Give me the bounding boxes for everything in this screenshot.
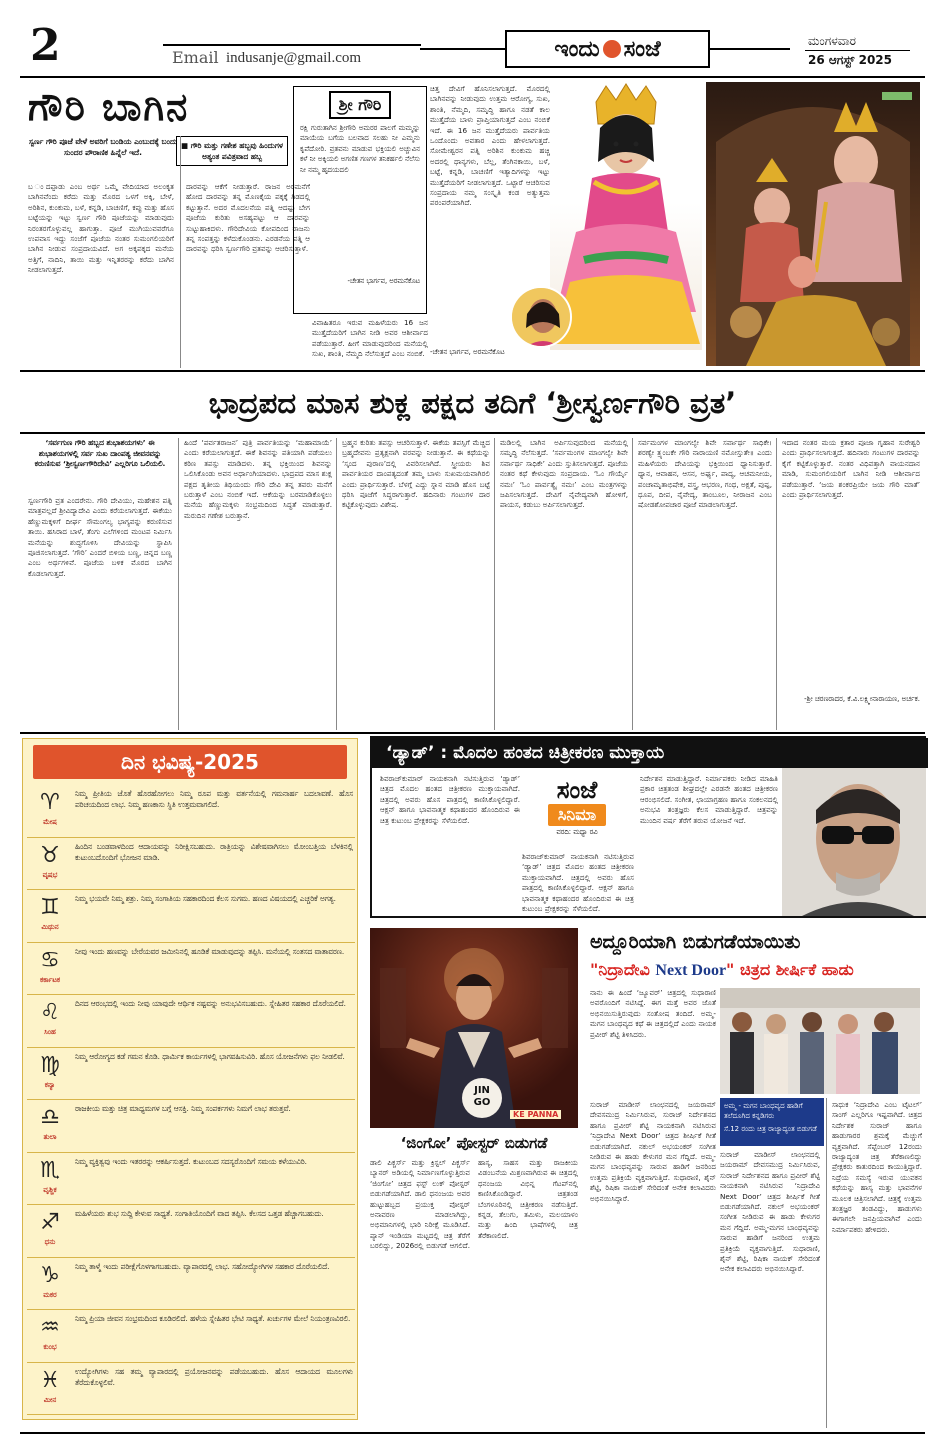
horoscope-row — [27, 1258, 355, 1311]
horoscope-text: ನಿಮ್ಮ ಭಯವೇ ನಿಮ್ಮ ಶತ್ರು. ನಿಮ್ಮ ಸಂಗಾತಿಯ ಸಹಕಾರದಿಂದ ಕೆಲಸ ಸುಗಮ. ಹಣದ ವಿಷಯದಲ್ಲಿ ಎಚ್ಚರಿಕೆ ಅಗತ್ಯ. — [75, 894, 336, 903]
cinema-col1-text: ಶಿವರಾಜ್‌ಕುಮಾರ್ ನಾಯಕನಾಗಿ ನಟಿಸುತ್ತಿರುವ ‘ಡ್ಯಾಡ್’ ಚಿತ್ರದ ಮೊದಲ ಹಂತದ ಚಿತ್ರೀಕರಣ ಮುಕ್ತಾಯವಾಗಿದೆ. ಚಿತ್ರದಲ್ಲಿ ಅವರು ಹೊಸ ಪಾತ್ರದಲ್ಲಿ ಕಾಣಿಸಿಕೊಳ್ಳಲಿದ್ದಾರೆ. ಆಕ್ಷನ್ ಹಾಗೂ ಭಾವನಾತ್ಮಕ ಕಥಾಹಂದರ ಹೊಂದಿರುವ ಈ ಚಿತ್ರ ಕುಟುಂಬ ಪ್ರೇಕ್ಷಕರನ್ನು ಸೆಳೆಯಲಿದೆ. — [380, 774, 520, 825]
zodiac-glyph-icon: ♒ — [40, 1315, 60, 1340]
zodiac-glyph-icon: ♌ — [40, 1000, 60, 1025]
zodiac-sign-name: ವೃಶ್ಚಿಕ — [43, 1185, 57, 1194]
vrata-col3 — [342, 438, 490, 726]
cinema-byline: ವರದಿ: ಮಧ್ಯಾ ರವಿ — [556, 828, 598, 836]
zodiac-glyph-icon: ♐ — [40, 1210, 60, 1235]
zodiac-sign-name: ಧನು — [44, 1238, 56, 1246]
horoscope-text: ನಿಮ್ಮ ಪ್ರಿಯಾ ಜೀವನ ಸಂಭ್ರಮದಿಂದ ಕೂಡಿರಲಿದೆ. ಹಳೆಯ ಸ್ನೇಹಿತರ ಭೇಟಿ ಸಾಧ್ಯತೆ. ಖರ್ಚುಗಳ ಮೇಲೆ ನಿಯಂತ್ರಣವಿರಲಿ. — [75, 1314, 351, 1323]
horoscope-text: ನಿಮ್ಮ ಆರೋಗ್ಯದ ಕಡೆ ಗಮನ ಕೊಡಿ. ಧಾರ್ಮಿಕ ಕಾರ್ಯಗಳಲ್ಲಿ ಭಾಗವಹಿಸುವಿರಿ. ಹೊಸ ಯೋಜನೆಗಳು ಫಲ ನೀಡಲಿವೆ. — [75, 1051, 345, 1061]
cinema-col1b — [522, 852, 634, 914]
zodiac-sign-icon — [29, 841, 71, 887]
vrata-col4-text: ಮಡಿಲಲ್ಲಿ ಬಾಗಿನ ಅರ್ಪಿಸುವುದರಿಂದ ಮನೆಯಲ್ಲಿ ಸಮೃದ್ಧಿ ನೆಲೆಸುತ್ತದೆ. ‘ಸರ್ವಮಂಗಳ ಮಾಂಗಲ್ಯೇ ಶಿವೇ ಸರ್ವಾರ್ಥ ಸಾಧಿಕೇ’ ಎಂದು ಸ್ತುತಿಸಲಾಗುತ್ತದೆ. ಪೂಜೆಯ ನಂತರ ಕಥೆ ಕೇಳುವುದು ಸಂಪ್ರದಾಯ. ‘ಓಂ ಗೌರ್ಯೈ ನಮಃ’ ‘ಓಂ ಪಾರ್ವತ್ಯೈ ನಮಃ’ ಎಂಬ ಮಂತ್ರಗಳನ್ನು ಜಪಿಸಲಾಗುತ್ತದೆ. ದೇವಿಗೆ ನೈವೇದ್ಯವಾಗಿ ಹೋಳಿಗೆ, ಪಾಯಸ, ಕಡುಬು ಅರ್ಪಿಸಲಾಗುತ್ತದೆ. — [500, 438, 628, 510]
zodiac-glyph-icon: ♍ — [40, 1052, 60, 1078]
horoscope-text: ಮಹಿಳೆಯರು ಶುಭ ಸುದ್ದಿ ಕೇಳುವ ಸಾಧ್ಯತೆ. ಸಂಗಾತಿಯೊಂದಿಗೆ ವಾದ ತಪ್ಪಿಸಿ. ಕೆಲಸದ ಒತ್ತಡ ಹೆಚ್ಚಾಗಬಹುದು. — [75, 1209, 324, 1218]
song-headline — [590, 958, 922, 983]
zodiac-sign-name: ಕುಂಭ — [43, 1343, 57, 1351]
vrata-col6-credit: -ಶ್ರೀ ಚರಣರಾದರ, ಕೆ.ವಿ.ಲಕ್ಷ್ಮೀನಾರಾಯಣ, ಅರ್ಚಕ. — [804, 695, 920, 703]
top-story-body-3 — [312, 318, 428, 368]
vrata-col1-text: ಸ್ವರ್ಣಗೌರಿ ವ್ರತ ಎಂದರೇನು. ಗೌರಿ ದೇವಿಯು, ಮಹೇಶನ ಪತ್ನಿ ಮಾತ್ರವಲ್ಲದೆ ಶ್ರೀವಿದ್ಯಾದೇವಿ ಎಂದು ಕರೆಯಲಾಗುತ್ತದೆ. ಈಕೆಯು ಹೆಣ್ಣುಮಕ್ಕಳಿಗೆ ದೀರ್ಘ ಸೌಮಂಗಲ್ಯ ಭಾಗ್ಯವನ್ನು ಕರುಣಿಸುವ ತಾಯಿ. ಹಸಿರಾದ ಬಾಳೆ, ತೆಂಗು ಎಲೆಗಳಿಂದ ಮಂಟಪ ನಿರ್ಮಿಸಿ ಮನೆಯನ್ನು ಶುದ್ಧಗೊಳಿಸಿ ದೇವಿಯನ್ನು ಸ್ಥಾಪಿಸಿ ಪೂಜಿಸಲಾಗುತ್ತದೆ. ‘ಗೌರಿ’ ಎಂದರೆ ಬಿಳಿಯ ಬಣ್ಣ, ಚಿನ್ನದ ಬಣ್ಣ ಎಂಬ ಅರ್ಥಗಳಿವೆ. ಪೂಜೆಯ ಬಳಿಕ ಮೊರದ ಬಾಗಿನ ಕೊಡಲಾಗುತ್ತದೆ. — [28, 496, 172, 578]
zodiac-sign-icon — [29, 1103, 71, 1149]
sidebar-credit: -ಚೇತನ ಭಾರ್ಗವ, ಅರಮನೆಕೊಟ — [347, 277, 420, 285]
cinema-box — [370, 736, 926, 918]
zodiac-sign-name: ಸಿಂಹ — [44, 1028, 56, 1036]
zodiac-sign-name: ಕರ್ಕಾಟಕ — [39, 975, 61, 984]
email-line — [163, 44, 421, 46]
deities-photo — [706, 82, 920, 366]
masthead-rule-right — [710, 48, 790, 50]
sanje-cinema-logo — [522, 776, 632, 850]
zodiac-glyph-icon: ♈ — [40, 790, 60, 815]
vrata-col1-intro: ‘ಸರ್ವಗುಣ ಗೌರಿ ಹಬ್ಬದ ಶುಭಾಶಯಗಳು’ ಈ ಶುಭಾಶಯಗಳಲ್ಲಿ ಸರ್ವ ಸುಖ ದಾಂಪತ್ಯ ಜೀವನವನ್ನು ಕರುಣಿಸುವ ‘ಶ್ರೀಸ್ವರ್ಣಗೌರಿದೇವಿ’ ಎಲ್ಲರಿಗೂ ಒಲಿಯಲಿ. — [34, 438, 166, 468]
zodiac-sign-name: ಮಕರ — [43, 1290, 57, 1299]
email-address[interactable]: indusanje@gmail.com — [226, 50, 362, 66]
vrata-col4 — [500, 438, 628, 726]
top-story-body-3-text: ವಿವಾಹಿತರೂ ಇರುವ ಮಹಿಳೆಯರು 16 ಜನ ಮುತ್ತೈದೆಯರಿಗೆ ಬಾಗಿನ ನೀಡಿ ಅವರ ಆಶೀರ್ವಾದ ಪಡೆಯುತ್ತಾರೆ. ಹೀಗೆ ಮಾಡುವುದರಿಂದ ಮನೆಯಲ್ಲಿ ಸುಖ, ಶಾಂತಿ, ನೆಮ್ಮದಿ ನೆಲೆಸುತ್ತದೆ ಎಂಬ ನಂಬಿಕೆ. — [312, 318, 428, 359]
cinema-col2-text: ನಿರ್ದೇಶನ ಮಾಡುತ್ತಿದ್ದಾರೆ. ನಿರ್ಮಾಪಕರು ನೀಡಿದ ಮಾಹಿತಿ ಪ್ರಕಾರ ಚಿತ್ರತಂಡ ಶೀಘ್ರದಲ್ಲೇ ಎರಡನೇ ಹಂತದ ಚಿತ್ರೀಕರಣ ಆರಂಭಿಸಲಿದೆ. ಸಂಗೀತ, ಛಾಯಾಗ್ರಹಣ ಹಾಗೂ ಸಂಕಲನದಲ್ಲಿ ಅನುಭವಿ ತಂತ್ರಜ್ಞರು ಕೆಲಸ ಮಾಡುತ್ತಿದ್ದಾರೆ. ಚಿತ್ರವನ್ನು ಮುಂದಿನ ವರ್ಷ ತೆರೆಗೆ ತರುವ ಯೋಜನೆ ಇದೆ. — [640, 774, 778, 825]
author-photo — [510, 286, 572, 348]
sidebar-body: ರಕ್ಷಿ ಗುರುತಾಗಿನ ಶ್ರೀಗೌರಿ ಅಮರರ ಪಾಲಗೆ ಮಮ್ಮನ್ನು ಮಾಯೆಯ ಬಗೆಯ ಬಲವಾದ ಸಲಹು ನೀ ಎಮ್ಮನು ಕೃಪೆದೋರಿ. ವ್ರತವನು ಮಾಡುವ ಭಕ್ತಿಯಲಿ ಅಚ್ಚುವಿನ ಕಳೆ ನೀ ಅಕ್ಕಿಯಲಿ ಅಗಣಿತ ಗಣಗಳ ತನಿಕರ್ಹಲಿ ನೆಲೆಸು ನೀ ನಮ್ಮ ಹೃದಯದಲಿ — [300, 124, 420, 174]
zodiac-glyph-icon: ♊ — [40, 895, 60, 920]
vrata-col2 — [184, 438, 332, 726]
logo-word-indu: ಇಂದು — [554, 36, 600, 62]
jingo-body-text: ಡಾಲಿ ಪಿಕ್ಚರ್ಸ್ ಮತ್ತು ಕ್ರಿಸ್ಟಲ್ ಪಿಕ್ಚರ್ಸ್ ಬ್ಯಾನರ್ ಅಡಿಯಲ್ಲಿ ನಿರ್ಮಾಣಗೊಳ್ಳುತ್ತಿರುವ ‘ಜಿಂಗೋ’ ಚಿತ್ರದ ಫಸ್ಟ್ ಲುಕ್ ಪೋಸ್ಟರ್ ಬಿಡುಗಡೆಯಾಗಿದೆ. ಡಾಲಿ ಧನಂಜಯ ಅವರ ಹುಟ್ಟುಹಬ್ಬದ ಪ್ರಯುಕ್ತ ಪೋಸ್ಟರ್ ಅನಾವರಣ ಮಾಡಲಾಗಿದ್ದು, ಅಭಿಮಾನಿಗಳಲ್ಲಿ ಭಾರಿ ನಿರೀಕ್ಷೆ ಮೂಡಿಸಿದೆ. ಪ್ಯಾನ್ ಇಂಡಿಯಾ ಮಟ್ಟದಲ್ಲಿ ಚಿತ್ರ ತೆರೆಗೆ ಬರಲಿದ್ದು, 2026ರಲ್ಲಿ ಬಿಡುಗಡೆ ಆಗಲಿದೆ. ಹಾಸ್ಯ, ಸಾಹಸ ಮತ್ತು ರಾಜಕೀಯ ವಿಡಂಬನೆಯ ಮಿಶ್ರಣವಾಗಿರುವ ಈ ಚಿತ್ರದಲ್ಲಿ ಧನಂಜಯ ವಿಭಿನ್ನ ಗೆಟಪ್‌ನಲ್ಲಿ ಕಾಣಿಸಿಕೊಂಡಿದ್ದಾರೆ. ಚಿತ್ರತಂಡ ಬೆಂಗಳೂರಿನಲ್ಲಿ ಚಿತ್ರೀಕರಣ ನಡೆಸುತ್ತಿದೆ. ಕನ್ನಡ, ತೆಲುಗು, ತಮಿಳು, ಮಲಯಾಳಂ ಮತ್ತು ಹಿಂದಿ ಭಾಷೆಗಳಲ್ಲಿ ಚಿತ್ರ ತೆರೆಕಾಣಲಿದೆ. — [370, 1158, 578, 1251]
column-divider — [178, 438, 179, 730]
zodiac-sign-icon — [29, 1261, 71, 1307]
horoscope-row — [27, 1048, 355, 1101]
sidebar-poem-credit: -ಚೇತನ ಭಾರ್ಗವ, ಅರಮನೆಕೊಟ — [430, 348, 505, 356]
zodiac-sign-icon — [29, 1208, 71, 1254]
song-kicker: ಅದ್ದೂರಿಯಾಗಿ ಬಿಡುಗಡೆಯಾಯಿತು — [590, 931, 801, 953]
horoscope-row — [27, 1363, 355, 1416]
horoscope-row — [27, 995, 355, 1048]
cinema-headline — [372, 738, 928, 768]
horoscope-row — [27, 1153, 355, 1206]
horoscope-text: ಹಿಂದಿನ ಬಂಡವಾಳದಿಂದ ಆದಾಯವನ್ನು ನಿರೀಕ್ಷಿಸಬಹುದು. ರಾತ್ರಿಯನ್ನು ವಿಶೇಷವಾಗಿಸಲು ಮೋಂಬತ್ತಿಯ ಬೆಳಕಿನಲ್ಲಿ ಕುಟುಂಬದೊಂದಿಗೆ ಭೋಜನ ಮಾಡಿ. — [75, 841, 353, 862]
sidebar-poem-text: ಚಿತ್ತ ದೇವಿಗೆ ಹೊನಿಸಲಾಗುತ್ತದೆ. ಮೊರದಲ್ಲಿ ಬಾಗಿನವನ್ನು ನೀಡುವುದು ಉತ್ತಮ ಆರೋಗ್ಯ, ಸುಖ, ಶಾಂತಿ, ನೆಮ್ಮದಿ, ಸಮೃದ್ಧಿ ಹಾಗೂ ನಡತೆ ಕಾಲ ಮುತ್ತೈದೆಯ ಬಾಳು ಪ್ರಾಪ್ತಿಯಾಗುತ್ತದೆ ಎಂಬ ನಂಬಿಕೆ ಇದೆ. ಈ 16 ಜನ ಮುತ್ತೈದೆಯರು ಪಾರ್ವತಿಯ ಒಂದೊಂದು ಅವತಾರ ಎಂದು ಹೇಳಲಾಗುತ್ತದೆ. ಸೋಮೇಶ್ವರನ ಪತ್ನಿ ಅರಿಶಿನ ಕುಂಕುಮ ಹಚ್ಚಿ ಅದರಲ್ಲಿ ಧಾನ್ಯಗಳು, ಬೆಲ್ಲ, ತೆಂಗಿನಕಾಯಿ, ಬಳೆ, ಬಟ್ಟೆ, ಕನ್ನಡಿ, ಬಾಚಣಿಗೆ ಇತ್ಯಾದಿಗಳನ್ನು ಇಟ್ಟು ಮುತ್ತೈದೆಯರಿಗೆ ನೀಡಲಾಗುತ್ತದೆ. ಒಟ್ಟಾರೆ ಆಚರಿಸುವ ಸಂಪ್ರದಾಯ ನಮ್ಮ ಸಂಸ್ಕೃತಿ ಕಂಡ ಅತ್ಯುತ್ತಮ ಪರಂಪರೆಯಾಗಿದೆ. — [430, 84, 550, 208]
top-story-body-2 — [186, 182, 310, 368]
zodiac-sign-name: ವೃಷಭ — [42, 870, 58, 879]
song-intro-text: ನಾನು ಈ ಹಿಂದೆ ‘ಜ್ಯೂವರ್’ ಚಿತ್ರದಲ್ಲಿ ಸುಧಾರಾಣಿ ಅವರೊಂದಿಗೆ ನಟಿಸಿದ್ದೆ. ಈಗ ಮತ್ತೆ ಅವರ ಜೊತೆ ಅಭಿನಯಿಸುತ್ತಿರುವುದು ಸಂತೋಷ ತಂದಿದೆ. ಅಮ್ಮ-ಮಗನ ಬಾಂಧವ್ಯದ ಕಥೆ ಈ ಚಿತ್ರದಲ್ಲಿದೆ ಎಂದು ನಾಯಕ ಪ್ರವೀರ್ ಶೆಟ್ಟಿ ತಿಳಿಸಿದರು. — [590, 988, 716, 1039]
column-divider — [336, 438, 337, 730]
sidebar-title-text: ಶ್ರೀ ಗೌರಿ — [329, 91, 392, 119]
jingo-poster — [370, 928, 578, 1128]
zodiac-sign-name: ಮೇಷ — [43, 818, 57, 826]
zodiac-glyph-icon: ♉ — [40, 842, 60, 868]
sidebar-box — [293, 86, 427, 314]
horoscope-row — [27, 943, 355, 996]
column-divider — [180, 136, 181, 368]
horoscope-text: ನಿಮ್ಮ ತಾಳ್ಮೆ ಇಂದು ಪರೀಕ್ಷೆಗೊಳಗಾಗಬಹುದು. ವ್ಯಾಪಾರದಲ್ಲಿ ಲಾಭ. ಸಹೋದ್ಯೋಗಿಗಳ ಸಹಕಾರ ದೊರೆಯಲಿದೆ. — [75, 1261, 330, 1271]
horoscope-title: ದಿನ ಭವಿಷ್ಯ-2025 — [33, 745, 347, 779]
song-headline-b: Next Door — [655, 962, 727, 979]
vrata-col1 — [28, 496, 172, 726]
column-divider — [826, 1098, 827, 1428]
poster-title-line2: GO — [473, 1097, 491, 1108]
top-story-subdeck: ■ ಗೌರಿ ಮತ್ತು ಗಣೇಶ ಹಬ್ಬವು ಹಿಂದುಗಳ ಅತ್ಯಂತ ಪವಿತ್ರವಾದ ಹಬ್ಬ — [176, 136, 288, 166]
horoscope-text: ಉದ್ಯೋಗಿಗಳು ಸಹ ತಮ್ಮ ವ್ಯಾಪಾರದಲ್ಲಿ ಪ್ರಯೋಜನವನ್ನು ಪಡೆಯಬಹುದು. ಹೊಸ ಆದಾಯದ ಮೂಲಗಳು ತೆರೆದುಕೊಳ್ಳಲಿವೆ. — [75, 1366, 353, 1387]
horoscope-text: ರಾಜಕೀಯ ಮತ್ತು ಚಿತ್ರ ಮಾಧ್ಯಮಗಳ ಬಗ್ಗೆ ಆಸಕ್ತಿ. ನಿಮ್ಮ ಸಂಪರ್ಕಗಳು ನಿಮಗೆ ಲಾಭ ತರುತ್ತವೆ. — [75, 1104, 291, 1113]
zodiac-sign-icon — [29, 893, 71, 939]
horoscope-text: ನಿಮ್ಮ ವ್ಯಕ್ತಿತ್ವವು ಇಂದು ಇತರರನ್ನು ಆಕರ್ಷಿಸುತ್ತದೆ. ಕುಟುಂಬದ ಸದಸ್ಯರೊಂದಿಗೆ ಸಮಯ ಕಳೆಯುವಿರಿ. — [75, 1156, 307, 1166]
masthead-rule-left — [420, 48, 505, 50]
zodiac-glyph-icon: ♓ — [40, 1367, 60, 1393]
top-story-headline: ಗೌರಿ ಬಾಗಿನ — [28, 85, 190, 129]
jingo-body — [370, 1158, 578, 1428]
vrata-col6 — [782, 438, 920, 690]
masthead-logo — [505, 30, 710, 68]
vrata-col2-text: ಹಿಂದೆ ‘ಪರ್ವತರಾಜನ’ ಪುತ್ರಿ ಪಾರ್ವತಿಯನ್ನು ‘ಮಹಾಮಾಯೆ’ ಎಂದು ಕರೆಯಲಾಗುತ್ತದೆ. ಈಕೆ ಶಿವನನ್ನು ಪತಿಯಾಗಿ ಪಡೆಯಲು ಕಠಿಣ ತಪಸ್ಸು ಮಾಡಿದಳು. ತನ್ನ ಭಕ್ತಿಯಿಂದ ಶಿವನನ್ನು ಒಲಿಸಿಕೊಂಡು ಅವನ ಅರ್ಧಾಂಗಿಯಾದಳು. ಭಾದ್ರಪದ ಮಾಸ ಶುಕ್ಲ ಪಕ್ಷದ ತೃತೀಯ ತಿಥಿಯಂದು ಗೌರಿ ದೇವಿ ತನ್ನ ತವರು ಮನೆಗೆ ಬರುತ್ತಾಳೆ ಎಂಬ ನಂಬಿಕೆ ಇದೆ. ಆಕೆಯನ್ನು ಬರಮಾಡಿಕೊಳ್ಳಲು ಮನೆಯ ಹೆಣ್ಣುಮಕ್ಕಳು ಸಂಭ್ರಮದಿಂದ ಸಿದ್ಧತೆ ಮಾಡುತ್ತಾರೆ. ಮರುದಿನ ಗಣೇಶ ಬರುತ್ತಾನೆ. — [184, 438, 332, 520]
zodiac-sign-name: ತುಲಾ — [43, 1133, 57, 1141]
zodiac-glyph-icon: ♏ — [40, 1157, 60, 1183]
zodiac-sign-icon — [29, 998, 71, 1044]
horoscope-row — [27, 890, 355, 943]
zodiac-sign-icon — [29, 946, 71, 992]
actor-portrait — [782, 768, 926, 916]
horoscope-list — [27, 785, 355, 1415]
song-bullet-1: ಅಮ್ಮ - ಮಗನ ಬಾಂಧವ್ಯದ ಹಾಡಿಗೆ ತಲೆದೂಗಿದ ಕನ್ನಡಿಗರು — [724, 1102, 803, 1120]
zodiac-sign-icon — [29, 1051, 71, 1097]
zodiac-glyph-icon: ♋ — [40, 947, 60, 973]
sun-icon — [603, 40, 621, 58]
song-bullet-box — [720, 1098, 824, 1146]
zodiac-sign-name: ಕನ್ಯಾ — [44, 1080, 56, 1089]
horoscope-row — [27, 838, 355, 891]
zodiac-glyph-icon: ♎ — [40, 1105, 60, 1130]
cinema-headline-text: ‘ಡ್ಯಾಡ್’ : ಮೊದಲ ಹಂತದ ಚಿತ್ರೀಕರಣ ಮುಕ್ತಾಯ — [386, 743, 665, 763]
zodiac-sign-icon — [29, 788, 71, 834]
vrata-col3-text: ಬ್ರಹ್ಮನ ಕುರಿತು ತಪಸ್ಸು ಆಚರಿಸುತ್ತಾಳೆ. ಈಕೆಯ ತಪಸ್ಸಿಗೆ ಮೆಚ್ಚಿದ ಬ್ರಹ್ಮದೇವನು ಪ್ರತ್ಯಕ್ಷನಾಗಿ ವರವನ್ನು ನೀಡುತ್ತಾನೆ. ಈ ಕಥೆಯನ್ನು ‘ಸ್ಕಂದ ಪುರಾಣ’ದಲ್ಲಿ ವಿವರಿಸಲಾಗಿದೆ. ಸ್ತ್ರೀಯರು ಶಿವ ಪಾರ್ವತಿಯರ ದಾಂಪತ್ಯದಂತೆ ತಮ್ಮ ಬಾಳು ಸುಖಮಯವಾಗಿರಲಿ ಎಂದು ಪ್ರಾರ್ಥಿಸುತ್ತಾರೆ. ಬೆಳಗ್ಗೆ ಎದ್ದು ಸ್ನಾನ ಮಾಡಿ ಹೊಸ ಬಟ್ಟೆ ಧರಿಸಿ ಪೂಜೆಗೆ ಸಿದ್ಧರಾಗುತ್ತಾರೆ. ಹದಿನಾರು ಗಂಟುಗಳ ದಾರ ಕಟ್ಟಿಕೊಳ್ಳುವುದು ವಿಶೇಷ. — [342, 438, 490, 510]
masthead-rule — [20, 76, 925, 78]
logo-word-sanje: ಸಂಜೆ — [623, 36, 661, 62]
column-divider — [632, 438, 633, 730]
song-headline-c: " ಚಿತ್ರದ ಶೀರ್ಷಿಕೆ ಹಾಡು — [726, 960, 854, 979]
team-group-picture — [720, 988, 920, 1094]
cinema-col1 — [380, 774, 520, 914]
logo-cinema-text: ಸಿನಿಮಾ — [548, 804, 606, 826]
song-headline-a: "ನಿದ್ರಾದೇವಿ — [590, 960, 656, 979]
date-divider — [805, 50, 910, 51]
masthead — [0, 0, 945, 78]
zodiac-glyph-icon: ♑ — [40, 1262, 60, 1288]
horoscope-row — [27, 1205, 355, 1258]
logo-sanje-text: ಸಂಜೆ — [556, 776, 598, 804]
song-col2 — [832, 1100, 922, 1426]
song-col1b-text: ಸುರಾಜ್ ಮಾಡೀಸ್ ಲಾಂಛನದಲ್ಲಿ ಜಯರಾಮ್ ದೇವಸಮುದ್ರ ನಿರ್ಮಿಸಿರುವ, ಸುರಾಜ್ ನಿರ್ದೇಶನದ ಹಾಗೂ ಪ್ರವೀರ್ ಶೆಟ್ಟಿ ನಾಯಕನಾಗಿ ನಟಿಸಿರುವ ‘ನಿದ್ರಾದೇವಿ Next Door’ ಚಿತ್ರದ ಶೀರ್ಷಿಕೆ ಗೀತೆ ಬಿಡುಗಡೆಯಾಗಿದೆ. ನಕುಲ್ ಅಭಯಂಕರ್ ಸಂಗೀತ ನೀಡಿರುವ ಈ ಹಾಡು ಕೇಳುಗರ ಮನ ಗೆದ್ದಿದೆ. ಅಮ್ಮ-ಮಗನ ಬಾಂಧವ್ಯವನ್ನು ಸಾರುವ ಹಾಡಿಗೆ ಜನರಿಂದ ಉತ್ತಮ ಪ್ರತಿಕ್ರಿಯೆ ವ್ಯಕ್ತವಾಗುತ್ತಿದೆ. ಸುಧಾರಾಣಿ, ಶೈನ್ ಶೆಟ್ಟಿ, ರಿಷಿಕಾ ನಾಯಕ್ ಸೇರಿದಂತೆ ಅನೇಕ ಕಲಾವಿದರು ಅಭಿನಯಿಸಿದ್ದಾರೆ. — [720, 1150, 820, 1274]
vrata-col5-text: ಸರ್ವಮಂಗಳ ಮಾಂಗಲ್ಯೇ ಶಿವೇ ಸರ್ವಾರ್ಥ ಸಾಧಿಕೇ। ಶರಣ್ಯೇ ತ್ರ್ಯಂಬಕೇ ಗೌರಿ ನಾರಾಯಣಿ ನಮೋಸ್ತುತೇ॥ ಎಂದು ಮಹಿಳೆಯರು ದೇವಿಯನ್ನು ಭಕ್ತಿಯಿಂದ ಧ್ಯಾನಿಸುತ್ತಾರೆ. ಧ್ಯಾನ, ಆವಾಹನ, ಆಸನ, ಅರ್ಘ್ಯ, ಪಾದ್ಯ, ಆಚಮನೀಯ, ಪಂಚಾಮೃತಾಭಿಷೇಕ, ವಸ್ತ್ರ, ಆಭರಣ, ಗಂಧ, ಅಕ್ಷತೆ, ಪುಷ್ಪ, ಧೂಪ, ದೀಪ, ನೈವೇದ್ಯ, ತಾಂಬೂಲ, ನೀರಾಜನ ಎಂಬ ಷೋಡಶೋಪಚಾರ ಪೂಜೆ ಮಾಡಲಾಗುತ್ತದೆ. — [638, 438, 772, 510]
top-story-body-2-text: ದಾರವನ್ನು ಆಕೆಗೆ ನೀಡುತ್ತಾರೆ. ರಾಜನ ಅರಮನೆಗೆ ಹೋದ ದಾರವನ್ನು ತನ್ನ ಮೊಣಕೈಯ ಪಕ್ಕಕ್ಕೆ ಗಿಡದಲ್ಲಿ ಕಟ್ಟುತ್ತಾನೆ. ಅದರ ಮೊದಲನೆಯ ಪತ್ನಿ ಆದಷ್ಟು ಬೇಗ ಪೂಜೆಯ ಕುರಿತು ಅಸಹ್ಯಪಟ್ಟು ಆ ದಾರವನ್ನು ಸುಟ್ಟುಹಾಕಿದಳು. ಗೌರಿದೇವಿಯ ಕೋಪದಿಂದ ರಾಜನು ತನ್ನ ಸಂಪತ್ತನ್ನು ಕಳೆದುಕೊಂಡನು. ಎರಡನೆಯ ಪತ್ನಿ ಆ ದಾರವನ್ನು ಧರಿಸಿ ಸ್ವರ್ಣಗೌರಿ ವ್ರತವನ್ನು ಆಚರಿಸುತ್ತಾಳೆ. — [186, 182, 310, 254]
zodiac-sign-name: ಮಿಥುನ — [41, 923, 59, 931]
page-bottom-rule — [20, 1432, 925, 1434]
shivarajkumar-photo — [782, 768, 926, 916]
horoscope-row — [27, 785, 355, 838]
top-story-deck: ಸ್ವರ್ಣ ಗೌರಿ ಪೂಜೆ ವೇಳೆ ಅವರಿಗೆ ಬಂಡಿಯ ಎಂಬುದಕ್ಕೆ ಬಂದು ಸುಂದರ ಪೌರಾಣಿಕ ಹಿನ್ನೆಲೆ ಇದೆ. — [28, 137, 178, 157]
horoscope-text: ದಿನದ ಆರಂಭದಲ್ಲಿ ಇಂದು ನೀವು ಯಾವುದೇ ಆರ್ಥಿಕ ನಷ್ಟವನ್ನು ಅನುಭವಿಸಬಹುದು. ಸ್ನೇಹಿತರ ಸಹಕಾರ ದೊರೆಯಲಿದೆ. — [75, 999, 346, 1008]
zodiac-sign-icon — [29, 1313, 71, 1359]
vrata-col5 — [638, 438, 772, 726]
song-col1-text: ಸುರಾಜ್ ಮಾಡೀಸ್ ಲಾಂಛನದಲ್ಲಿ ಜಯರಾಮ್ ದೇವಸಮುದ್ರ ನಿರ್ಮಿಸಿರುವ, ಸುರಾಜ್ ನಿರ್ದೇಶನದ ಹಾಗೂ ಪ್ರವೀರ್ ಶೆಟ್ಟಿ ನಾಯಕನಾಗಿ ನಟಿಸಿರುವ ‘ನಿದ್ರಾದೇವಿ Next Door’ ಚಿತ್ರದ ಶೀರ್ಷಿಕೆ ಗೀತೆ ಬಿಡುಗಡೆಯಾಗಿದೆ. ನಕುಲ್ ಅಭಯಂಕರ್ ಸಂಗೀತ ನೀಡಿರುವ ಈ ಹಾಡು ಕೇಳುಗರ ಮನ ಗೆದ್ದಿದೆ. ಅಮ್ಮ-ಮಗನ ಬಾಂಧವ್ಯವನ್ನು ಸಾರುವ ಹಾಡಿಗೆ ಜನರಿಂದ ಉತ್ತಮ ಪ್ರತಿಕ್ರಿಯೆ ವ್ಯಕ್ತವಾಗುತ್ತಿದೆ. ಸುಧಾರಾಣಿ, ಶೈನ್ ಶೆಟ್ಟಿ, ರಿಷಿಕಾ ನಾಯಕ್ ಸೇರಿದಂತೆ ಅನೇಕ ಕಲಾವಿದರು ಅಭಿನಯಿಸಿದ್ದಾರೆ. — [590, 1100, 716, 1203]
poster-corner-text: KE PANNA — [510, 1110, 561, 1119]
horoscope-row — [27, 1310, 355, 1363]
song-intro — [590, 988, 716, 1090]
page-number: 2 — [30, 20, 61, 71]
song-team-photo — [720, 988, 920, 1094]
email-label: Email — [172, 48, 219, 67]
gouri-idol-illustration — [550, 82, 702, 350]
sidebar-title — [300, 91, 420, 119]
cinema-col2 — [640, 774, 778, 914]
column-divider — [494, 438, 495, 730]
top-story-body-1-text: ಬ ಂದಪ್ಪಾಡು ಎಂಬ ಅರ್ಥ ಒಮ್ಮೆ ವೇದಿಯಾದ ಅಲಂಕೃತ ಬಾಗಿನವೆಂದು ಕರೆದು ಮತ್ತು ಮೊರದ ಒಳಗೆ ಅಕ್ಕಿ, ಬೇಳೆ, ಅರಿಶಿನ, ಕುಂಕುಮ, ಬಳೆ, ಕನ್ನಡಿ, ಬಾಚಣಿಗೆ, ಕಪ್ಪು ಮತ್ತು ಹೊಸ ಬಟ್ಟೆಯನ್ನು ಇಟ್ಟು ಸ್ವರ್ಣ ಗೌರಿ ಪೂಜೆಯನ್ನು ಮಾಡುವುದು ನಿರಂತರಗೊಳ್ಳುವಲ್ಲ ಹಾಗುತ್ತಾ. ಪೂಜೆ ಮುಗಿಯುವವರೆಗೂ ಉಪವಾಸ ಇದ್ದು ಸಂಜೆಗೆ ಪೂಜೆಯ ನಂತರ ಸುಮಂಗಲಿಯರಿಗೆ ಬಾಗಿನ ನೀಡುವ ಸಂಪ್ರದಾಯವಿದೆ. ಅಗ ಅಕ್ಕಪಕ್ಕದ ಮನೆಯ ಅತ್ತಿಗೆ, ನಾದಿನಿ, ತಾಯಿ ಮತ್ತು ಇನ್ನಿತರರನ್ನು ಕರೆದು ಬಾಗಿನ ನೀಡಲಾಗುತ್ತದೆ. — [28, 182, 174, 275]
main-banner: ಭಾದ್ರಪದ ಮಾಸ ಶುಕ್ಲ ಪಕ್ಷದ ತದಿಗೆ ‘ಶ್ರೀಸ್ವರ್ಣಗೌರಿ ವ್ರತ’ — [208, 386, 737, 420]
song-bullet-2: ಸೆ.12 ರಂದು ಚಿತ್ರ ರಾಜ್ಯಾದ್ಯಂತ ಬಿಡುಗಡೆ — [724, 1125, 817, 1133]
cinema-col1b-text: ಶಿವರಾಜ್‌ಕುಮಾರ್ ನಾಯಕನಾಗಿ ನಟಿಸುತ್ತಿರುವ ‘ಡ್ಯಾಡ್’ ಚಿತ್ರದ ಮೊದಲ ಹಂತದ ಚಿತ್ರೀಕರಣ ಮುಕ್ತಾಯವಾಗಿದೆ. ಚಿತ್ರದಲ್ಲಿ ಅವರು ಹೊಸ ಪಾತ್ರದಲ್ಲಿ ಕಾಣಿಸಿಕೊಳ್ಳಲಿದ್ದಾರೆ. ಆಕ್ಷನ್ ಹಾಗೂ ಭಾವನಾತ್ಮಕ ಕಥಾಹಂದರ ಹೊಂದಿರುವ ಈ ಚಿತ್ರ ಕುಟುಂಬ ಪ್ರೇಕ್ಷಕರನ್ನು ಸೆಳೆಯಲಿದೆ. — [522, 852, 634, 914]
deities-illustration — [706, 82, 920, 366]
horoscope-text: ನೀವು ಇಂದು ಹಣವನ್ನು ಬೇರೆಯವರ ಜಮೀನಿನಲ್ಲಿ ಹೂಡಿಕೆ ಮಾಡುವುದನ್ನು ತಪ್ಪಿಸಿ. ಮನೆಯಲ್ಲಿ ಸಂತಸದ ವಾತಾವರಣ. — [75, 946, 345, 956]
banner-top-rule — [20, 370, 925, 372]
top-story-body-1 — [28, 182, 174, 368]
column-divider — [776, 438, 777, 730]
horoscope-row — [27, 1100, 355, 1153]
zodiac-sign-icon — [29, 1366, 71, 1412]
song-col1b — [720, 1150, 820, 1426]
section-rule — [20, 732, 925, 734]
song-col2-text: ಸಾಧುಕ ‘ನಿದ್ರಾದೇವಿ ಎಂಬ ಟೈಟಲ್’ ಸಾಂಗ್ ಎಲ್ಲರಿಗೂ ಇಷ್ಟವಾಗಿದೆ. ಚಿತ್ರದ ನಿರ್ದೇಶಕ ಸುರಾಜ್ ಹಾಗೂ ಹಾಡುಗಾರರ ಶ್ರಮಕ್ಕೆ ಮೆಚ್ಚುಗೆ ವ್ಯಕ್ತವಾಗಿದೆ. ಸೆಪ್ಟೆಂಬರ್ 12ರಂದು ರಾಜ್ಯಾದ್ಯಂತ ಚಿತ್ರ ತೆರೆಕಾಣಲಿದ್ದು ಪ್ರೇಕ್ಷಕರು ಕಾತುರದಿಂದ ಕಾಯುತ್ತಿದ್ದಾರೆ. ನಿದ್ರೆಯ ಸಮಸ್ಯೆ ಇರುವ ಯುವಕನ ಕಥೆಯನ್ನು ಹಾಸ್ಯ ಮತ್ತು ಭಾವನೆಗಳ ಮೂಲಕ ಚಿತ್ರಿಸಲಾಗಿದೆ. ಚಿತ್ರಕ್ಕೆ ಉತ್ತಮ ತಂತ್ರಜ್ಞರ ತಂಡವಿದ್ದು, ಹಾಡುಗಳು ಈಗಾಗಲೇ ಜನಪ್ರಿಯವಾಗಿವೆ ಎಂದು ನಿರ್ಮಾಪಕರು ಹೇಳಿದರು. — [832, 1100, 922, 1234]
poster-title-line1: JIN — [474, 1085, 490, 1096]
poster-title-badge — [462, 1078, 502, 1118]
zodiac-sign-icon — [29, 1156, 71, 1202]
horoscope-text: ನಿಮ್ಮ ಪ್ರೀತಿಯ ಜೊತೆ ಹೊರಹೋಗಲು ನಿಮ್ಮ ರೂಪ ಮತ್ತು ವರ್ತನೆಯಲ್ಲಿ ಗಮನಾರ್ಹ ಬದಲಾವಣೆ. ಹೊಸ ಪರಿಚಯದಿಂದ ಲಾಭ. ನಿಮ್ಮ ಹಣಕಾಸು ಸ್ಥಿತಿ ಉತ್ತಮವಾಗಲಿದೆ. — [75, 789, 353, 809]
zodiac-sign-name: ಮೀನ — [43, 1395, 57, 1404]
jingo-headline: ‘ಜಿಂಗೋ’ ಪೋಸ್ಟರ್ ಬಿಡುಗಡೆ — [400, 1134, 548, 1152]
day-label: ಮಂಗಳವಾರ — [808, 34, 857, 48]
horoscope-panel — [22, 738, 358, 1420]
date-label: 26 ಆಗಸ್ಟ್ 2025 — [808, 53, 892, 67]
banner-bottom-rule — [20, 432, 925, 434]
gouri-idol-photo — [550, 82, 702, 350]
song-col1 — [590, 1100, 716, 1426]
vrata-col6-text: ಇದಾದ ನಂತರ ಮಯ ಕ್ರತಾರ ಪೂಜಾ ಗೃಹಾನ ಸುರೇಶ್ವರಿ ಎಂದು ಪ್ರಾರ್ಥಿಸಲಾಗುತ್ತದೆ. ಹದಿನಾರು ಗಂಟುಗಳ ದಾರವನ್ನು ಕೈಗೆ ಕಟ್ಟಿಕೊಳ್ಳುತ್ತಾರೆ. ನಂತರ ವಿಧಿವತ್ತಾಗಿ ವಾಯನದಾನ ಮಾಡಿ, ಸುಮಂಗಲಿಯರಿಗೆ ಬಾಗಿನ ನೀಡಿ ಆಶೀರ್ವಾದ ಪಡೆಯುತ್ತಾರೆ. ‘ಜಯ ಶಂಕರಪ್ರಿಯೇ ಜಯ ಗೌರಿ ಮಾತೆ’ ಎಂದು ಪ್ರಾರ್ಥಿಸಲಾಗುತ್ತದೆ. — [782, 438, 920, 500]
